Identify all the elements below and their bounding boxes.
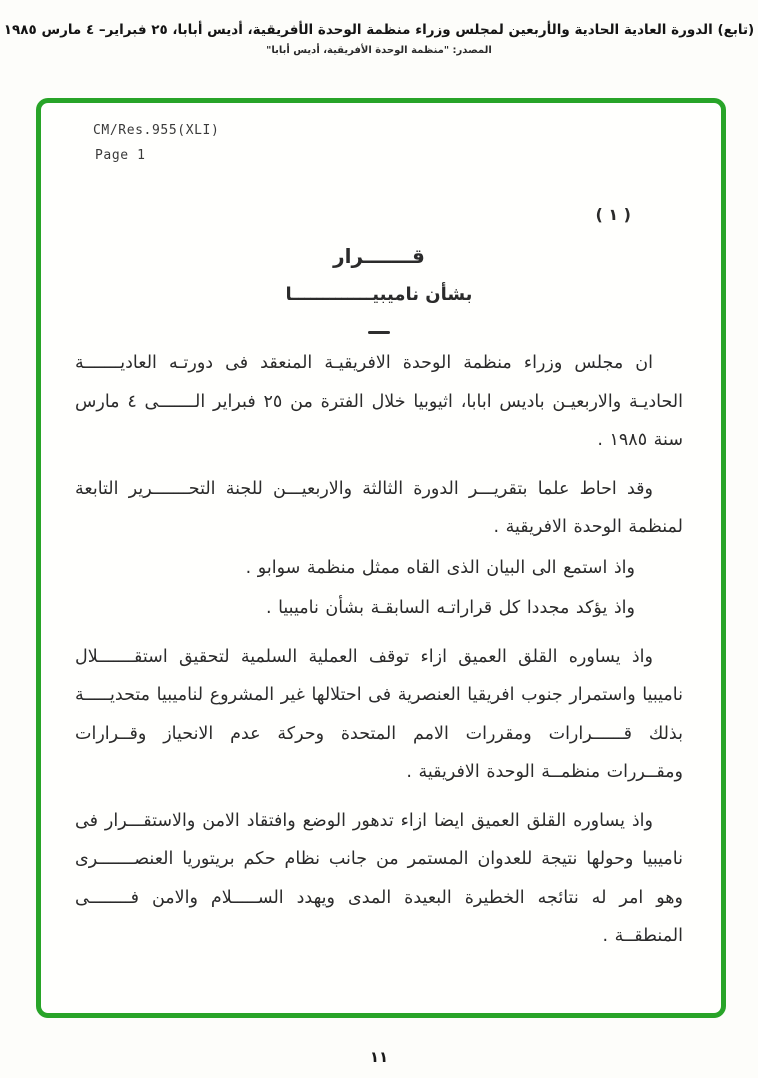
resolution-title: قـــــــرار [333, 244, 425, 268]
resolution-paragraph: واذ يؤكد مجددا كل قراراتـه السابقـة بشأن ناميبيا . [265, 598, 635, 618]
resolution-paragraph: واذ يساوره القلق العميق ازاء توقف العملية السلمية لتحقيق استقـــــــلال ناميبيا واستمرار جنوب افريقيا العنصرية فى احتلالها غير المشروع لناميبيا متحديـــــة بذلك قــــــرارات ومقررات الامم المتحدة وحركة عدم الانحياز وقــرارات ومقــررات منظمــة الوحدة الافريقية . [75, 646, 683, 782]
resolution-body [41, 205, 721, 956]
resolution-subtitle: بشأن ناميبيـــــــــــــا [285, 284, 473, 305]
page-number: ١١ [369, 1048, 389, 1066]
source-line: المصدر: "منظمة الوحدة الأفريقية، أديس أبابا" [266, 45, 492, 56]
document-page-label: Page 1 [95, 148, 146, 163]
page-header [0, 0, 758, 56]
resolution-paragraph: واذ استمع الى البيان الذى القاه ممثل منظمة سوابو . [245, 557, 635, 578]
item-number: ( ١ ) [595, 205, 631, 224]
resolution-paragraph: واذ يساوره القلق العميق ايضا ازاء تدهور الوضع وافتقاد الامن والاستقـــرار فى ناميبيا وحولها نتيجة للعدوان المستمر من جانب نظام حكم بريتوريا العنصـــــــرى وهو امر له نتائجه الخطيرة البعيدة المدى ويهدد الســـــلام والامن فــــــــى المنطقــة . [75, 810, 683, 946]
resolution-paragraph: ان مجلس وزراء منظمة الوحدة الافريقيـة المنعقد فى دورتـه العاديـــــــة الحاديـة والاربعيـن باديس ابابا، اثيوبيا خلال الفترة من ٢٥ فبراير الـــــــى ٤ مارس سنة ١٩٨٥ . [75, 353, 683, 450]
separator-dash [368, 331, 390, 334]
session-header-text: (تابع) الدورة العادية الحادية والأربعين لمجلس وزراء منظمة الوحدة الأفريقية، أديس أبابا، ٢٥ فبراير– ٤ مارس ١٩٨٥ [3, 22, 755, 38]
document-reference: CM/Res.955(XLI) [93, 123, 220, 138]
resolution-paragraph: وقد احاط علما بتقريـــر الدورة الثالثة والاربعيـــن للجنة التحـــــــرير التابعة لمنظمة الوحدة الافريقية . [75, 478, 683, 537]
document-scan-frame [36, 98, 726, 1018]
